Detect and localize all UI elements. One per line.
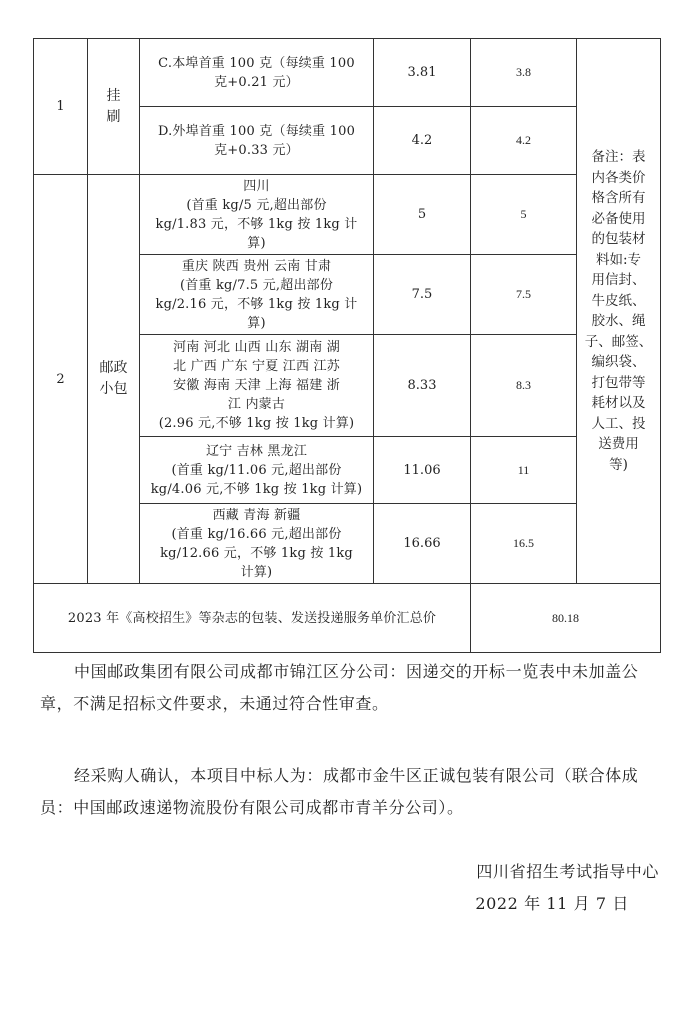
issuing-organization: 四川省招生考试指导中心 [476, 862, 659, 881]
description-cell: C.本埠首重 100 克（每续重 100 克+0.21 元） [140, 39, 374, 107]
adjusted-price-cell: 11 [471, 437, 577, 504]
issue-date: 2022 年 11 月 7 日 [475, 894, 629, 913]
row-number: 1 [34, 39, 88, 175]
adjusted-price-cell: 16.5 [471, 504, 577, 584]
row-number: 2 [34, 175, 88, 584]
price-cell: 5 [374, 175, 471, 255]
price-cell: 16.66 [374, 504, 471, 584]
description-cell: 西藏 青海 新疆 (首重 kg/16.66 元,超出部份 kg/12.66 元，不够 1kg 按 1kg 计算) [140, 504, 374, 584]
adjusted-price-cell: 8.3 [471, 335, 577, 437]
disqualification-paragraph: 中国邮政集团有限公司成都市锦江区分公司：因递交的开标一览表中未加盖公章，不满足招标文件要求，未通过符合性审查。 [40, 662, 639, 713]
price-cell: 11.06 [374, 437, 471, 504]
category-cell: 邮政 小包 [88, 175, 140, 584]
summary-label: 2023 年《高校招生》等杂志的包装、发送投递服务单价汇总价 [34, 584, 471, 653]
price-cell: 7.5 [374, 255, 471, 335]
adjusted-price-cell: 5 [471, 175, 577, 255]
price-cell: 4.2 [374, 107, 471, 175]
price-cell: 8.33 [374, 335, 471, 437]
remarks-cell: 备注：表 内各类价 格含所有 必备使用 的包装材 料如:专 用信封、 牛皮纸、 胶水、绳 子、邮签、 编织袋、 打包带等 耗材以及 人工、投 送费用 等) [577, 39, 661, 584]
category-cell: 挂 刷 [88, 39, 140, 175]
summary-row [34, 584, 661, 653]
description-cell: 辽宁 吉林 黑龙江 (首重 kg/11.06 元,超出部份 kg/4.06 元,不够 1kg 按 1kg 计算) [140, 437, 374, 504]
adjusted-price-cell: 4.2 [471, 107, 577, 175]
description-cell: D.外埠首重 100 克（每续重 100 克+0.33 元） [140, 107, 374, 175]
description-cell: 重庆 陕西 贵州 云南 甘肃 (首重 kg/7.5 元,超出部份 kg/2.16 元，不够 1kg 按 1kg 计 算) [140, 255, 374, 335]
adjusted-price-cell: 3.8 [471, 39, 577, 107]
description-cell: 四川 (首重 kg/5 元,超出部份 kg/1.83 元，不够 1kg 按 1kg 计 算) [140, 175, 374, 255]
table-row [34, 175, 661, 255]
price-cell: 3.81 [374, 39, 471, 107]
price-table [33, 38, 661, 653]
description-cell: 河南 河北 山西 山东 湖南 湖 北 广西 广东 宁夏 江西 江苏 安徽 海南 天津 上海 福建 浙 江 内蒙古 (2.96 元,不够 1kg 按 1kg 计算) [140, 335, 374, 437]
adjusted-price-cell: 7.5 [471, 255, 577, 335]
summary-value: 80.18 [471, 584, 661, 653]
table-row [34, 39, 661, 107]
winner-paragraph: 经采购人确认，本项目中标人为：成都市金牛区正诚包装有限公司（联合体成员：中国邮政速递物流股份有限公司成都市青羊分公司）。 [40, 766, 639, 817]
